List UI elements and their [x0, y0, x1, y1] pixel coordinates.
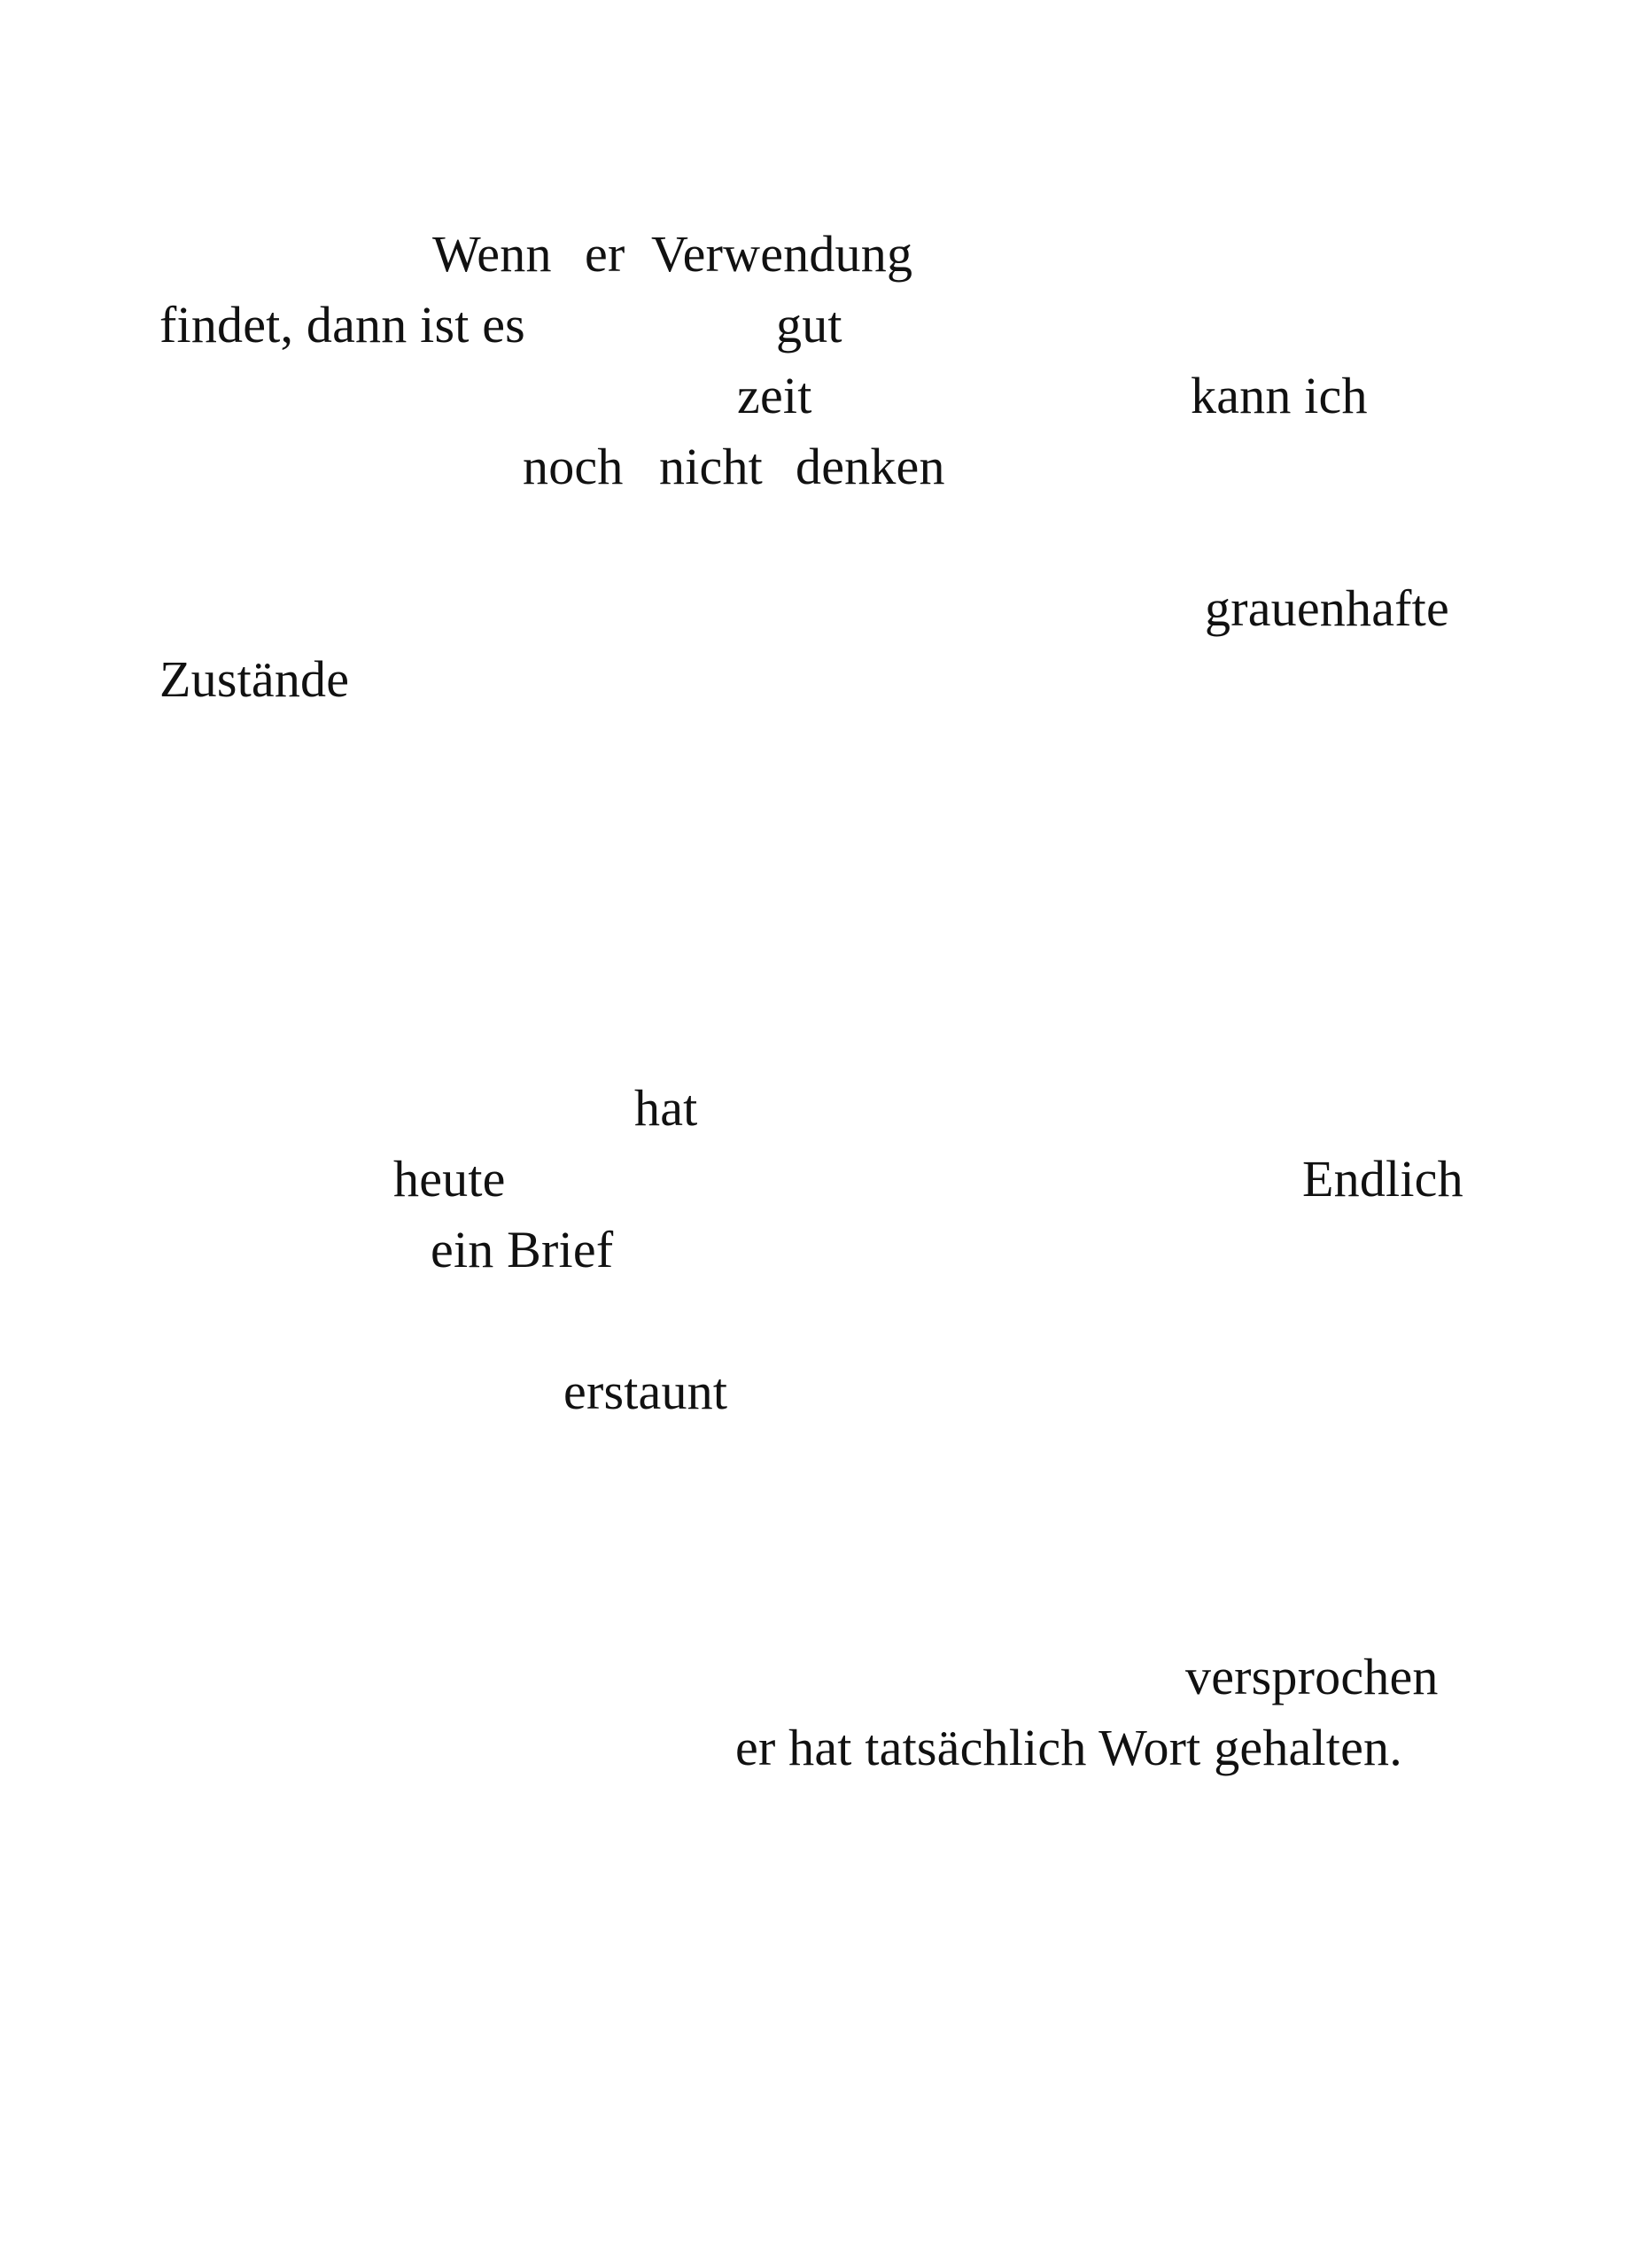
- fragment-erstaunt: erstaunt: [563, 1363, 728, 1420]
- fragment-gut: gut: [776, 296, 842, 353]
- fragment-findet-dann-ist-es: findet, dann ist es: [159, 296, 525, 353]
- fragment-er: er: [585, 225, 625, 283]
- fragment-verwendung: Verwendung: [651, 225, 913, 283]
- fragment-nicht: nicht: [659, 438, 763, 495]
- fragment-zustaende: Zustände: [159, 650, 350, 708]
- fragment-versprochen: versprochen: [1185, 1648, 1439, 1705]
- fragment-hat: hat: [634, 1079, 698, 1137]
- fragment-noch: noch: [523, 438, 624, 495]
- fragment-wenn: Wenn: [432, 225, 552, 283]
- fragment-grauenhafte: grauenhafte: [1205, 579, 1449, 637]
- fragment-endlich: Endlich: [1302, 1150, 1463, 1208]
- fragment-ein-brief: ein Brief: [431, 1221, 614, 1278]
- fragment-wort-gehalten: er hat tatsächlich Wort gehalten.: [735, 1719, 1402, 1776]
- fragment-heute: heute: [393, 1150, 506, 1208]
- fragment-denken: denken: [796, 438, 945, 495]
- fragment-zeit: zeit: [737, 367, 812, 424]
- fragment-kann-ich: kann ich: [1191, 367, 1368, 424]
